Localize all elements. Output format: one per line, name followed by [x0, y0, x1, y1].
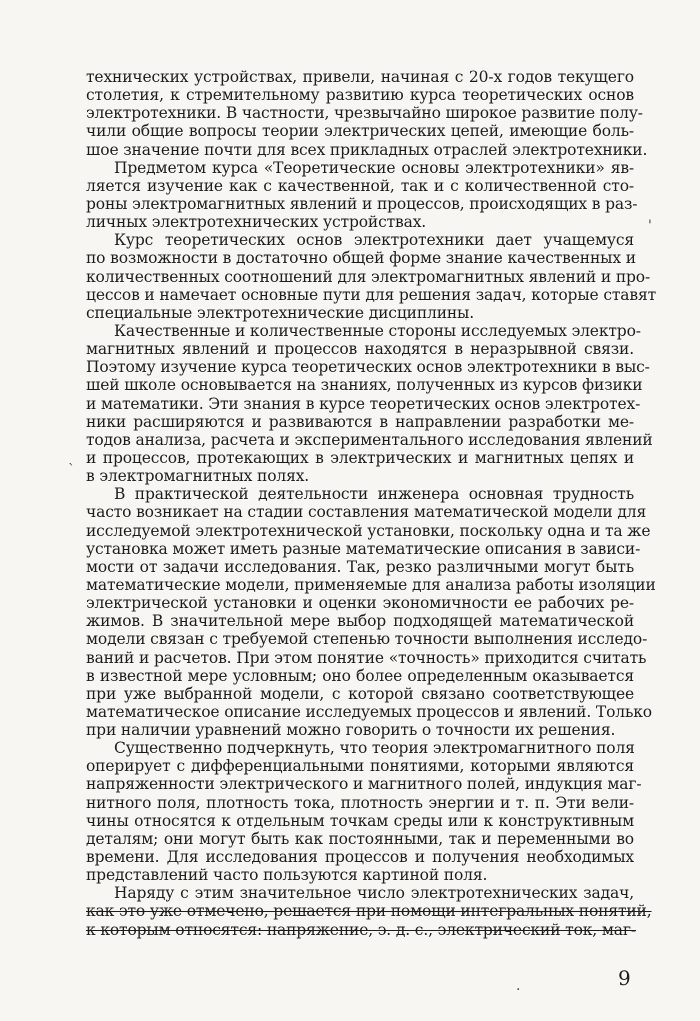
text-line: представлений часто пользуются картиной поля.	[86, 866, 488, 885]
text-line: исследуемой электротехнической установки, поскольку одна и та же	[86, 521, 651, 540]
page-number: 9	[618, 966, 631, 990]
text-line: к которым относятся: напряжение, э. д. с., электрический ток, маг-	[86, 920, 636, 939]
text-line: шое значение почти для всех прикладных отраслей электротехники.	[86, 140, 648, 159]
text-line: в известной мере условным; оно более определенным оказывается	[86, 666, 634, 685]
text-line: В практической деятельности инженера основная трудность	[114, 485, 634, 504]
margin-mark: .	[516, 978, 521, 994]
text-line: чины относятся к отдельным точкам среды или к конструктивным	[86, 811, 634, 830]
text-line: математические модели, применяемые для анализа работы изоляции	[86, 575, 656, 594]
text-line: роны электромагнитных явлений и процессов, происходящих в раз-	[86, 194, 638, 213]
text-line: магнитных явлений и процессов находятся в неразрывной связи.	[86, 340, 634, 359]
text-line: оперирует с дифференциальными понятиями, которыми являются	[86, 757, 634, 776]
text-line: шей школе основывается на знаниях, полученных из курсов физики	[86, 376, 643, 395]
margin-mark: '	[648, 218, 652, 234]
text-line: в электромагнитных полях.	[86, 467, 310, 486]
text-line: математическое описание исследуемых процессов и явлений. Только	[86, 702, 652, 721]
text-line: по возможности в достаточно общей форме знание качественных и	[86, 249, 636, 268]
text-line: при наличии уравнений можно говорить о точности их решения.	[86, 721, 616, 740]
text-line: Наряду с этим значительное число электротехнических задач,	[114, 884, 634, 903]
text-line: деталям; они могут быть как постоянными, так и переменными во	[86, 829, 634, 848]
text-line: мости от задачи исследования. Так, резко различными могут быть	[86, 557, 634, 576]
text-line: жимов. В значительной мере выбор подходящей математической	[86, 612, 634, 631]
text-line: ляется изучение как с качественной, так и с количественной сто-	[86, 176, 634, 195]
text-line: при уже выбранной модели, с которой связано соответствующее	[86, 684, 634, 703]
text-line: Качественные и количественные стороны исследуемых электро-	[114, 321, 641, 340]
text-line: часто возникает на стадии составления математической модели для	[86, 503, 647, 522]
text-line: и процессов, протекающих в электрических и магнитных цепях и	[86, 448, 634, 467]
text-line: Поэтому изучение курса теоретических основ электротехники в выс-	[86, 358, 650, 377]
text-line: Существенно подчеркнуть, что теория электромагнитного поля	[114, 739, 635, 758]
text-line: времени. Для исследования процессов и получения необходимых	[86, 848, 634, 867]
text-line: личных электротехнических устройствах.	[86, 213, 427, 232]
text-line: специальные электротехнические дисциплины.	[86, 303, 475, 322]
text-line: напряженности электрического и магнитного полей, индукция маг-	[86, 775, 642, 794]
text-line: как это уже отмечено, решается при помощи интегральных понятий,	[86, 902, 652, 921]
text-line: Курс теоретических основ электротехники дает учащемуся	[114, 231, 634, 250]
text-line: чили общие вопросы теории электрических цепей, имеющие боль-	[86, 122, 634, 141]
text-line: технических устройствах, привели, начиная с 20-х годов текущего	[86, 68, 634, 86]
text-line: ваний и расчетов. При этом понятие «точность» приходится считать	[86, 648, 647, 667]
text-line: модели связан с требуемой степенью точности выполнения исследо-	[86, 630, 648, 649]
margin-mark: `	[68, 462, 75, 478]
text-line: столетия, к стремительному развитию курса теоретических основ	[86, 86, 634, 105]
text-line: тодов анализа, расчета и экспериментального исследования явлений	[86, 430, 653, 449]
text-line: цессов и намечает основные пути для решения задач, которые ставят	[86, 285, 656, 304]
text-line: нитного поля, плотность тока, плотность энергии и т. п. Эти вели-	[86, 793, 634, 812]
text-line: и математики. Эти знания в курсе теоретических основ электротех-	[86, 394, 641, 413]
text-line: ники расширяются и развиваются в направлении разработки ме-	[86, 412, 634, 431]
text-line: электрической установки и оценки экономичности ее рабочих ре-	[86, 594, 634, 613]
text-line: электротехники. В частности, чрезвычайно широкое развитие полу-	[86, 104, 643, 123]
text-line: установка может иметь разные математические описания в зависи-	[86, 539, 641, 558]
text-line: количественных соотношений для электромагнитных явлений и про-	[86, 267, 651, 286]
text-line: Предметом курса «Теоретические основы электротехники» яв-	[114, 158, 634, 177]
page-body	[86, 68, 656, 939]
